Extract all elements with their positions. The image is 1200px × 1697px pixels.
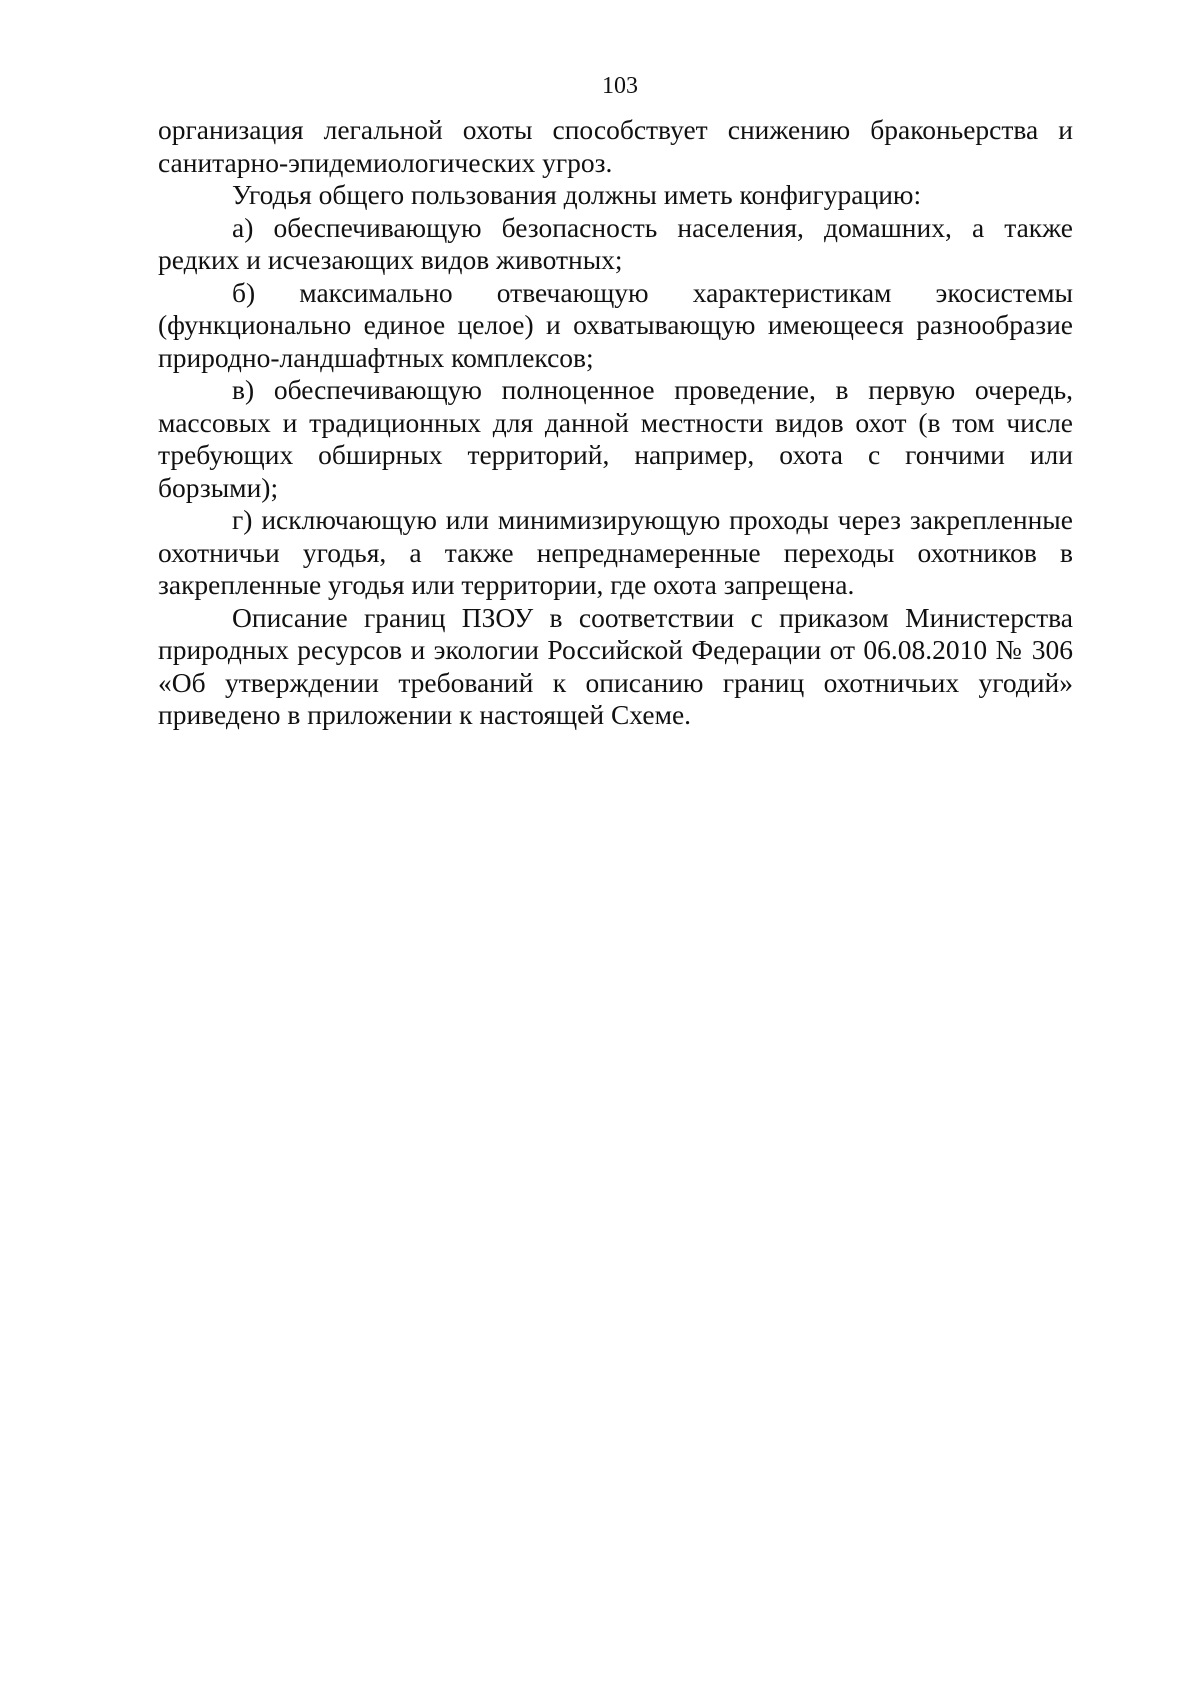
paragraph-continuation: организация легальной охоты способствует снижению браконьерства и санитарно-эпидемиологических угроз. xyxy=(158,114,1073,178)
paragraph-boundaries-description: Описание границ ПЗОУ в соответствии с приказом Министерства природных ресурсов и экологии Российской Федерации от 06.08.2010 № 306 «Об утверждении требований к описанию границ охотничьих угодий» приведено в приложении к настоящей Схеме. xyxy=(158,601,1073,730)
list-item-a: а) обеспечивающую безопасность населения, домашних, а также редких и исчезающих видов животных; xyxy=(158,211,1073,275)
list-item-b: б) максимально отвечающую характеристикам экосистемы (функционально единое целое) и охватывающую имеющееся разнообразие природно-ландшафтных комплексов; xyxy=(158,276,1073,373)
page-number: 103 xyxy=(602,73,638,99)
list-item-g: г) исключающую или минимизирующую проходы через закрепленные охотничьи угодья, а также непреднамеренные переходы охотников в закрепленные угодья или территории, где охота запрещена. xyxy=(158,504,1073,600)
paragraph-configuration-intro: Угодья общего пользования должны иметь конфигурацию: xyxy=(232,179,922,210)
body-text xyxy=(158,114,1073,732)
list-item-v: в) обеспечивающую полноценное проведение, в первую очередь, массовых и традиционных для данной местности видов охот (в том числе требующих обширных территорий, например, охота с гончими или борзыми); xyxy=(158,374,1073,503)
